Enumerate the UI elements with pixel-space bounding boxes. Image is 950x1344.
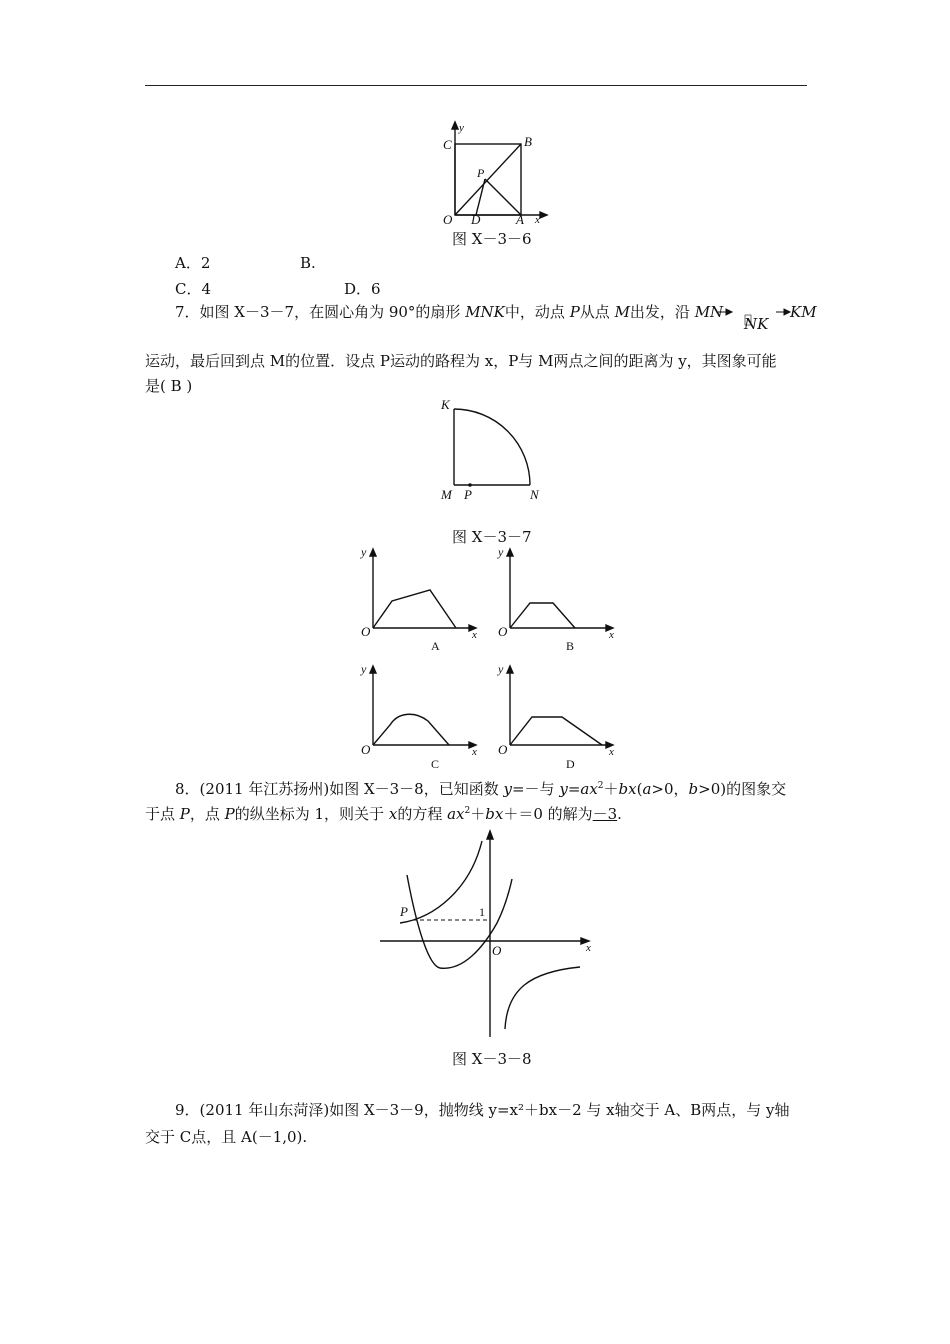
graph-option-d xyxy=(490,661,625,771)
graph-c-caption: C xyxy=(431,757,440,771)
q7-path-nk: NK xyxy=(744,315,769,333)
graph-a-x-label: x xyxy=(472,629,477,641)
q7-line2: 运动，最后回到点 M的位置．设点 P运动的路程为 x，P与 M两点之间的距离为 y，其图象可能 xyxy=(145,352,777,370)
figure-x-3-7 xyxy=(436,395,551,505)
graph-option-c xyxy=(350,661,485,771)
q9-line1: 9．(2011 年山东菏泽)如图 X－3－9，抛物线 y=x²＋bx－2 与 x轴交于 A、B两点，与 y轴 xyxy=(175,1101,790,1119)
graph-a-origin: O xyxy=(361,624,371,639)
graph-b-y-label: y xyxy=(498,545,504,559)
graph-d-x-label: x xyxy=(609,746,614,758)
figure-x-3-6 xyxy=(435,118,555,228)
graph-d-caption: D xyxy=(566,757,575,771)
fig7-label-p: P xyxy=(464,487,472,502)
q6-option-c: C．4 xyxy=(175,280,212,298)
graph-c-origin: O xyxy=(361,742,371,757)
q8-answer: －3 xyxy=(592,805,618,823)
fig6-label-o: O xyxy=(443,212,453,227)
fig7-label-k: K xyxy=(441,397,450,412)
graph-c-x-label: x xyxy=(472,746,477,758)
fig7-label-n: N xyxy=(530,487,539,502)
graph-d-y-label: y xyxy=(498,662,504,676)
fig6-label-c: C xyxy=(443,137,452,152)
q9-line2: 交于 C点，且 A(－1,0). xyxy=(145,1128,308,1146)
graph-b-x-label: x xyxy=(609,629,614,641)
q7-line3: 是( B ) xyxy=(145,377,193,395)
fig6-label-b: B xyxy=(524,134,532,149)
fig8-caption: 图 X－3－8 xyxy=(452,1050,532,1068)
graph-b-caption: B xyxy=(566,639,575,653)
fig8-label-o: O xyxy=(492,943,502,958)
q7-line1: 7．如图 X－3－7，在圆心角为 90°的扇形 MNK中，动点 P从点 M出发，沿 MN xyxy=(175,303,724,321)
graph-b-origin: O xyxy=(498,624,508,639)
fig8-label-p: P xyxy=(400,904,408,919)
graph-c-y-label: y xyxy=(361,662,367,676)
graph-d-origin: O xyxy=(498,742,508,757)
graph-a-y-label: y xyxy=(361,545,367,559)
header-rule xyxy=(145,85,807,86)
q6-option-d: D．6 xyxy=(344,280,381,298)
fig6-label-d: D xyxy=(471,212,481,227)
fig8-label-one: 1 xyxy=(479,905,485,919)
fig6-caption: 图 X－3－6 xyxy=(452,230,532,248)
graph-option-b xyxy=(490,545,625,655)
fig6-label-y: y xyxy=(459,122,464,134)
q6-option-a: A．2 xyxy=(175,254,211,272)
figure-x-3-8 xyxy=(375,827,600,1042)
fig7-caption: 图 X－3－7 xyxy=(452,528,532,546)
fig8-label-x: x xyxy=(586,942,591,954)
q6-option-b: B. xyxy=(300,254,316,272)
graph-option-a xyxy=(350,545,485,655)
graph-a-caption: A xyxy=(431,639,440,653)
fig6-label-a: A xyxy=(516,212,524,227)
fig6-label-p: P xyxy=(477,166,485,180)
q7-path-km: KM xyxy=(790,303,817,321)
q8-line2: 于点 P，点 P的纵坐标为 1，则关于 x的方程 $ax^2+bx+=0$ 的解为－3. xyxy=(145,805,622,823)
fig6-label-x: x xyxy=(535,214,540,226)
fig7-label-m: M xyxy=(441,487,452,502)
q8-line1: 8．(2011 年江苏扬州)如图 X－3－8，已知函数 y=－与 $y=ax^2+bx(a>0$，b>0)的图象交 xyxy=(175,780,787,798)
